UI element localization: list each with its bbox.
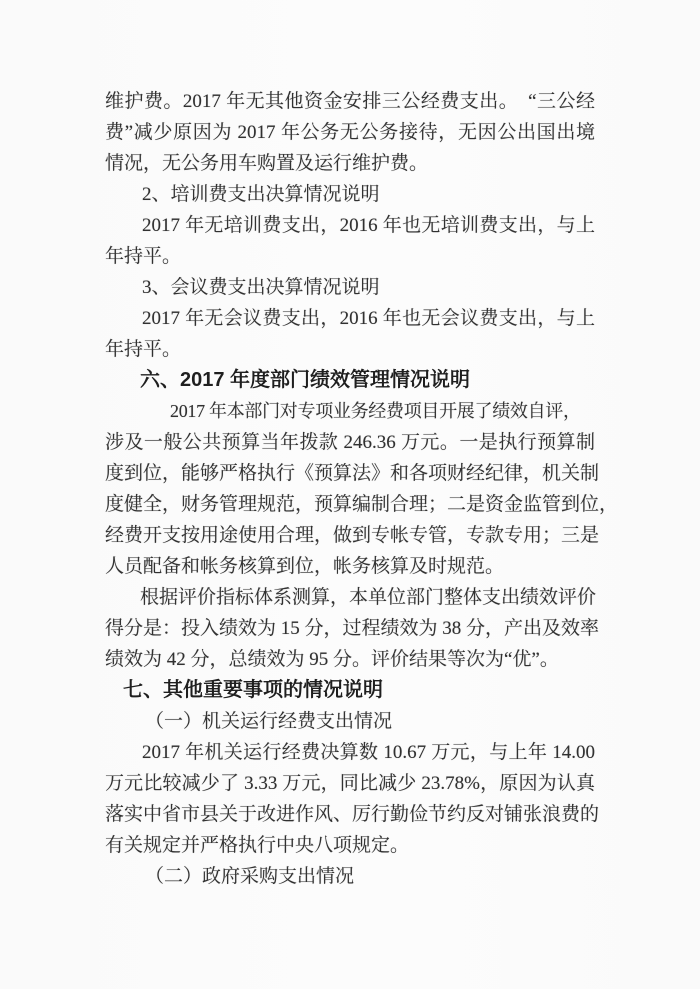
- paragraph-line: 绩效为 42 分，总绩效为 95 分。评价结果等次为“优”。: [105, 649, 559, 670]
- paragraph-line: 度健全，财务管理规范，预算编制合理；二是资金监管到位，: [105, 494, 619, 515]
- list-item-heading: 3、会议费支出决算情况说明: [142, 277, 380, 298]
- paragraph-line: 情况，无公务用车购置及运行维护费。: [105, 153, 429, 174]
- paragraph-line: 有关规定并严格执行中央八项规定。: [105, 835, 410, 856]
- paragraph-line: 得分是：投入绩效为 15 分，过程绩效为 38 分，产出及效率: [105, 618, 600, 639]
- paragraph-line: 费”减少原因为 2017 年公务无公务接待，无因公出国出境: [105, 122, 595, 143]
- paragraph-line: 经费开支按用途使用合理，做到专帐专管，专款专用；三是: [105, 525, 600, 546]
- section-heading: 六、2017 年度部门绩效管理情况说明: [140, 369, 471, 391]
- paragraph-line: 涉及一般公共预算当年拨款 246.36 万元。一是执行预算制: [105, 432, 595, 453]
- paragraph-line: 万元比较减少了 3.33 万元，同比减少 23.78%，原因为认真: [105, 773, 595, 794]
- section-heading: 七、其他重要事项的情况说明: [123, 679, 383, 701]
- subsection-heading: （二）政府采购支出情况: [145, 866, 355, 887]
- list-item-heading: 2、培训费支出决算情况说明: [142, 184, 380, 205]
- paragraph-line: 落实中省市县关于改进作风、厉行勤俭节约反对铺张浪费的: [105, 804, 600, 825]
- paragraph-line: 2017 年无培训费支出，2016 年也无培训费支出，与上: [142, 215, 595, 236]
- paragraph-line: 年持平。: [105, 246, 182, 267]
- subsection-heading: （一）机关运行经费支出情况: [145, 711, 393, 732]
- paragraph-line: 度到位，能够严格执行《预算法》和各项财经纪律，机关制: [105, 463, 600, 484]
- document-content: [105, 86, 619, 892]
- paragraph-line: 根据评价指标体系测算，本单位部门整体支出绩效评价: [140, 587, 597, 608]
- paragraph-line: 年持平。: [105, 339, 182, 360]
- paragraph-line: 维护费。2017 年无其他资金安排三公经费支出。 “三公经: [105, 91, 595, 112]
- paragraph-line: 2017 年机关运行经费决算数 10.67 万元，与上年 14.00: [142, 742, 595, 763]
- paragraph-line: 2017 年无会议费支出，2016 年也无会议费支出，与上: [142, 308, 595, 329]
- paragraph-line: 2017 年本部门对专项业务经费项目开展了绩效自评，: [170, 401, 581, 421]
- paragraph-line: 人员配备和帐务核算到位，帐务核算及时规范。: [105, 556, 505, 577]
